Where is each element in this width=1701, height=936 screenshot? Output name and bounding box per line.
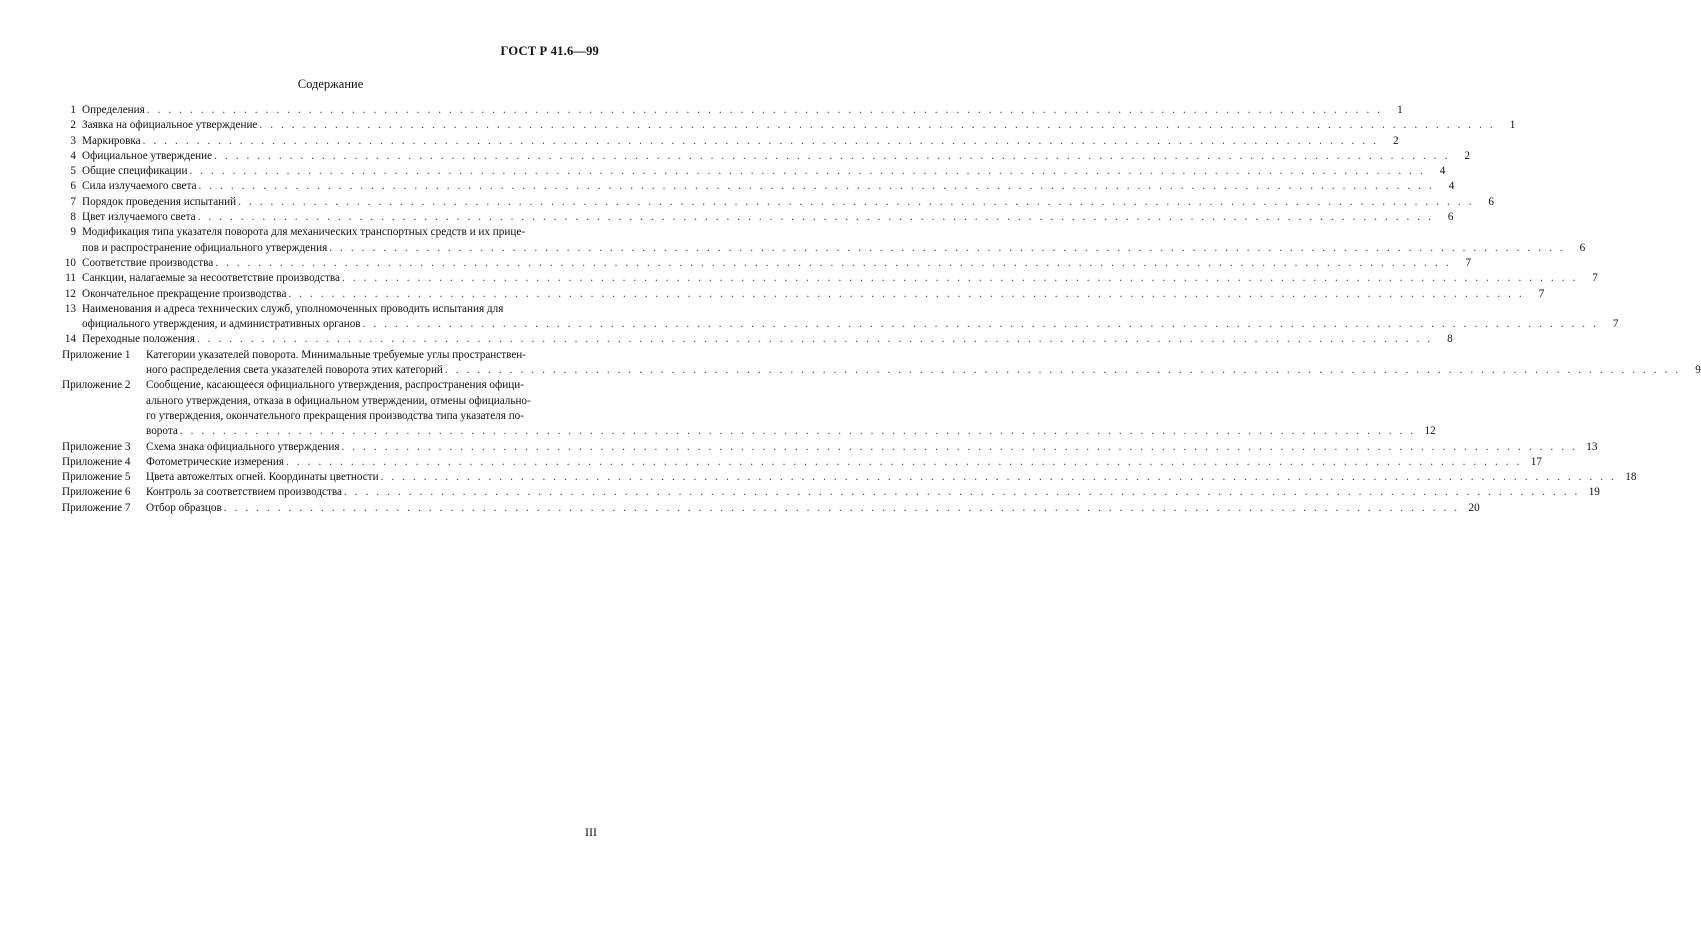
toc-appendix-entry[interactable] — [62, 455, 1542, 470]
page-ref: 2 — [1392, 134, 1399, 147]
page-ref: 17 — [1530, 455, 1542, 468]
page-ref: 6 — [1488, 195, 1495, 208]
dot-leader — [145, 103, 1385, 118]
entry-title-line: ворота — [146, 425, 178, 438]
page-title: Содержание — [297, 77, 364, 91]
section-number: 13 — [64, 302, 76, 315]
page-ref: 20 — [1468, 501, 1480, 514]
entry-title-line: Маркировка — [82, 134, 141, 147]
dot-leader — [284, 455, 1524, 470]
page-ref: 12 — [1424, 425, 1436, 438]
dot-leader — [379, 470, 1619, 485]
section-number: 4 — [70, 149, 76, 162]
dot-leader — [236, 195, 1476, 210]
section-number: 12 — [64, 287, 76, 300]
entry-title-line: Определения — [82, 104, 145, 116]
dot-leader — [195, 332, 1435, 347]
page-ref: 7 — [1465, 256, 1472, 269]
toc-appendix-entry[interactable] — [62, 485, 1600, 500]
entry-title-line: Соответствие производства — [82, 256, 214, 269]
toc-section-entry[interactable] — [62, 332, 1453, 347]
toc-appendix-entry[interactable] — [62, 378, 1436, 439]
page-ref: 18 — [1625, 471, 1637, 484]
toc-section-entry[interactable] — [62, 256, 1472, 271]
entry-title-line: Отбор образцов — [146, 501, 222, 514]
page-ref: 7 — [1612, 318, 1619, 331]
entry-title-line: Переходные положения — [82, 333, 195, 346]
dot-leader — [196, 179, 1436, 194]
section-number: 11 — [65, 272, 76, 285]
page-ref: 4 — [1439, 165, 1446, 178]
section-number: 6 — [70, 180, 76, 193]
entry-title-line: ального утверждения, отказа в официальном утверждении, отмены официально- — [146, 394, 531, 407]
page-ref: 6 — [1579, 241, 1586, 254]
entry-title-line: Официальное утверждение — [82, 149, 213, 162]
dot-leader — [361, 317, 1601, 332]
appendix-label: Приложение 2 — [62, 379, 131, 392]
toc-section-entry[interactable] — [62, 225, 1586, 256]
entry-title-line: Цвета автожелтых огней. Координаты цветности — [146, 471, 379, 484]
page-ref: 7 — [1592, 272, 1598, 285]
section-number: 5 — [70, 165, 76, 178]
dot-leader — [327, 241, 1567, 256]
page-ref: 4 — [1448, 180, 1455, 193]
dot-leader — [340, 271, 1580, 286]
page-ref: 7 — [1538, 287, 1545, 300]
entry-title-line: официального утверждения, и административных органов — [82, 318, 361, 331]
toc-section-entry[interactable] — [62, 195, 1495, 210]
page-ref: 9 — [1695, 364, 1701, 377]
appendix-label: Приложение 6 — [62, 486, 131, 499]
section-number: 1 — [70, 104, 76, 116]
dot-leader — [443, 363, 1683, 378]
dot-leader — [212, 149, 1452, 164]
toc-appendix-entry[interactable] — [62, 348, 1701, 379]
entry-title-line: Сила излучаемого света — [82, 180, 197, 193]
toc-section-entry[interactable] — [62, 118, 1516, 133]
toc-appendix-entry[interactable] — [62, 501, 1480, 516]
page-ref: 1 — [1397, 104, 1403, 116]
dot-leader — [178, 424, 1418, 439]
entry-title-line: Общие спецификации — [82, 165, 188, 178]
toc-section-entry[interactable] — [62, 302, 1619, 333]
section-number: 14 — [64, 333, 76, 346]
toc-section-entry[interactable] — [62, 103, 1403, 118]
toc-appendix-entry[interactable] — [62, 470, 1637, 485]
entry-title-line: ного распределения света указателей поворота этих категорий — [146, 364, 443, 377]
entry-title-line: Санкции, налагаемые за несоответствие производства — [82, 272, 340, 285]
page-ref: 6 — [1447, 211, 1454, 224]
dot-leader — [187, 164, 1427, 179]
entry-title-line: Порядок проведения испытаний — [82, 195, 237, 208]
entry-title-line: Фотометрические измерения — [146, 455, 285, 468]
toc-section-entry[interactable] — [62, 287, 1545, 302]
section-number: 3 — [70, 134, 76, 147]
dot-leader — [257, 118, 1497, 133]
entry-title-line: Заявка на официальное утверждение — [82, 119, 258, 132]
toc-section-entry[interactable] — [62, 164, 1446, 179]
table-of-contents — [62, 103, 1701, 516]
toc-section-entry[interactable] — [62, 271, 1598, 286]
dot-leader — [141, 134, 1381, 149]
toc-section-entry[interactable] — [62, 179, 1455, 194]
section-number: 10 — [64, 256, 76, 269]
dot-leader — [222, 501, 1462, 516]
entry-title-line: Наименования и адреса технических служб, уполномоченных проводить испытания для — [82, 302, 504, 315]
appendix-label: Приложение 5 — [62, 471, 131, 484]
dot-leader — [340, 440, 1580, 455]
section-number: 8 — [70, 211, 76, 224]
section-number: 2 — [70, 119, 76, 132]
page-ref: 13 — [1586, 440, 1598, 453]
toc-section-entry[interactable] — [62, 134, 1399, 149]
entry-title-line: Схема знака официального утверждения — [146, 440, 340, 453]
entry-title-line: Цвет излучаемого света — [82, 211, 196, 224]
dot-leader — [213, 256, 1453, 271]
toc-section-entry[interactable] — [62, 210, 1454, 225]
entry-title-line: Окончательное прекращение производства — [82, 287, 287, 300]
standard-code: ГОСТ Р 41.6—99 — [500, 44, 599, 58]
dot-leader — [286, 287, 1526, 302]
entry-title-line: Категории указателей поворота. Минимальные требуемые углы пространствен- — [146, 348, 527, 361]
section-number: 7 — [70, 195, 76, 208]
appendix-label: Приложение 4 — [62, 455, 131, 468]
toc-section-entry[interactable] — [62, 149, 1470, 164]
page-ref: 8 — [1447, 333, 1453, 346]
page-ref: 1 — [1509, 119, 1516, 132]
dot-leader — [196, 210, 1436, 225]
page-ref: 2 — [1464, 149, 1470, 162]
section-number: 9 — [70, 226, 76, 239]
dot-leader — [342, 485, 1582, 500]
entry-title-line: го утверждения, окончательного прекращения производства типа указателя по- — [146, 409, 524, 422]
entry-title-line: Модификация типа указателя поворота для механических транспортных средств и их прице- — [82, 226, 526, 239]
entry-title-line: Сообщение, касающееся официального утверждения, распространения офици- — [146, 379, 524, 392]
page-ref: 19 — [1588, 486, 1600, 499]
appendix-label: Приложение 7 — [62, 501, 131, 514]
entry-title-line: пов и распространение официального утверждения — [82, 241, 328, 254]
appendix-label: Приложение 3 — [62, 440, 131, 453]
entry-title-line: Контроль за соответствием производства — [146, 486, 342, 499]
page-number: III — [585, 825, 597, 839]
toc-appendix-entry[interactable] — [62, 440, 1598, 455]
appendix-label: Приложение 1 — [62, 348, 131, 361]
